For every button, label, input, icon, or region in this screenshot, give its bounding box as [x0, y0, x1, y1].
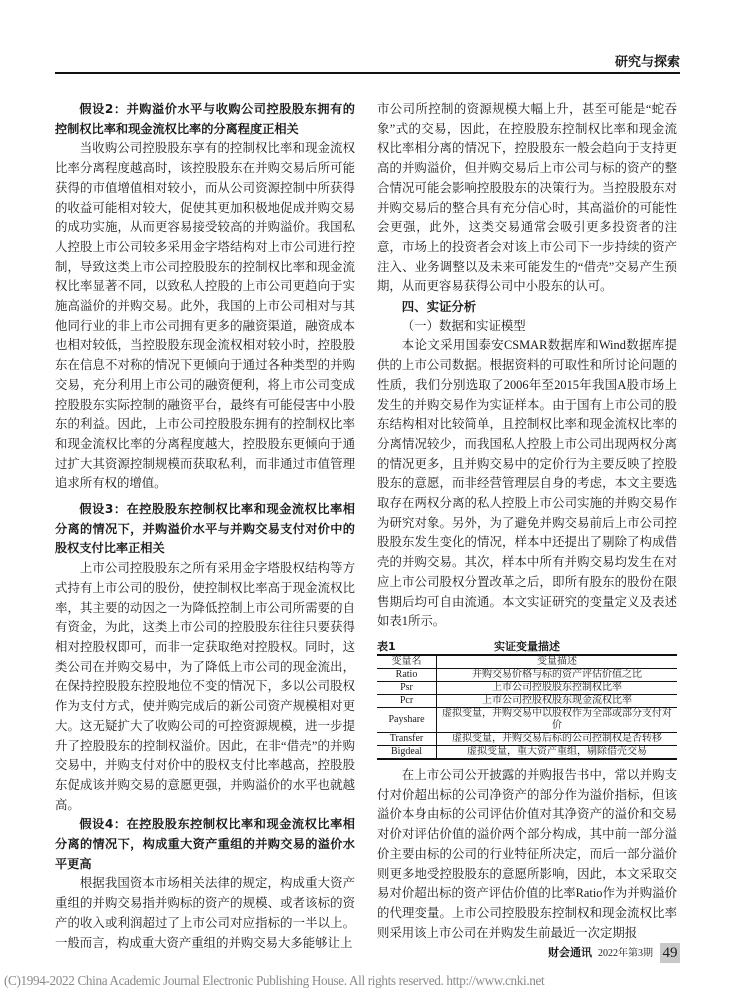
table-row	[377, 745, 677, 759]
table-row	[377, 694, 677, 707]
hypothesis-2-heading: 假设2：并购溢价水平与收购公司控股股东拥有的控制权比率和现金流权比率的分离程度正相关	[55, 102, 355, 136]
table-title: 实证变量描述	[494, 639, 560, 653]
section-label: 研究与探索	[614, 55, 680, 70]
table-row	[377, 681, 677, 694]
variable-description: 虚拟变量，并购交易后标的公司控制权是否转移	[437, 732, 678, 745]
section-heading: 四、实证分析	[401, 299, 477, 315]
paragraph: 上市公司控股股东之所有采用金字塔股权结构等方式持有上市公司的股份，使控制权比率高于现金流权比率，其主要的动因之一为降低控制上市公司所需要的自有资金，为此，这类上市公司的控股股东往往只要获得相对控股权即可，而非一定获取绝对控股权。同时，这类公司在并购交易中，为了降低上市公司的现金流出，在保持控股股东控股地位不变的情况下，多以公司股权作为支付方式，使并购完成后的新公司资产规模相对更大。这无疑扩大了收购公司的可控资源规模，进一步提升了控股股东的控制权溢价。因此，在非“借壳”的并购交易中，并购支付对价中的股权支付比率越高，控股股东促成该并购交易的意愿更强，并购溢价的水平也就越高。	[55, 561, 355, 812]
journal-footer	[548, 946, 653, 961]
variable-table	[377, 654, 677, 760]
variable-description: 上市公司控股股东控制权比率	[437, 681, 678, 694]
paragraph: 根据我国资本市场相关法律的规定，构成重大资产重组的并购交易指并购标的资产的规模、或者该标的资产的收入或利润超过了上市公司对应指标的一半以上。一般而言，构成重大资产重组的并购交易大多能够让上	[55, 876, 355, 950]
table-row	[377, 668, 677, 681]
table-header-row	[377, 655, 677, 669]
variable-name: Ratio	[377, 668, 437, 681]
paragraph: 本论文采用国泰安CSMAR数据库和Wind数据库提供的上市公司数据。根据资料的可取性和所讨论问题的性质，我们分别选取了2006年至2015年我国A股市场上发生的并购交易作为实证样本。由于国有上市公司的股东结构相对比较简单，且控制权比率和现金流权比率的分离情况较少，而我国私人控股上市公司出现两权分离的情况更多，且并购交易中的定价行为主要反映了控股股东的意愿，而非经营管理层自身的考虑，本文主要选取存在两权分离的私人控股上市公司实施的并购交易作为研究对象。另外，为了避免并购交易前后上市公司控股股东发生变化的情况，样本中还提出了剔除了构成借壳的并购交易。其次，样本中所有并购交易均发生在对应上市公司股权分置改革之后，即所有股东的股份在限售期后均可自由流通。本文实证研究的变量定义及表述如表1所示。	[377, 338, 677, 629]
variable-name: Psr	[377, 681, 437, 694]
copyright-notice: (C)1994-2022 China Academic Journal Electronic Publishing House. All rights reserved. http://www.cnki.net	[4, 973, 545, 988]
running-head	[55, 56, 680, 74]
variable-description: 虚拟变量，重大资产重组，剔除借壳交易	[437, 745, 678, 759]
variable-name: Bigdeal	[377, 745, 437, 759]
variable-description: 上市公司控股权股东现金流权比率	[437, 694, 678, 707]
table-number: 表1	[377, 639, 396, 653]
right-column	[377, 100, 677, 943]
page-number: 49	[660, 943, 680, 963]
header-cell: 变量描述	[437, 655, 678, 669]
hypothesis-3-heading: 假设3：在控股股东控制权比率和现金流权比率相分离的情况下，并购溢价水平与并购交易支付对价中的股权支付比率正相关	[55, 502, 355, 556]
variable-description: 并购交易价格与标的资产评估价值之比	[437, 668, 678, 681]
variable-name: Pcr	[377, 694, 437, 707]
paragraph: 当收购公司控股股东享有的控制权比率和现金流权比率分离程度越高时，该控股股东在并购交易后所可能获得的市值增值相对较小，而从公司资源控制中所获得的收益可能相对较大，促使其更加积极地促成并购交易的成功实施，从而更容易接受较高的并购溢价。我国私人控股上市公司较多采用金字塔结构对上市公司进行控制，导致这类上市公司控股股东的控制权比率和现金流权比率显著不同，以致私人控股的上市公司更趋向于实施高溢价的并购交易。此外，我国的上市公司相对与其他同行业的非上市公司拥有更多的融资渠道，融资成本也相对较低，当控股股东现金流权相对较小时，控股股东在信息不对称的情况下更倾向于通过各种类型的并购交易，充分利用上市公司的融资便利，将上市公司变成控股股东实际控制的融资平台，最终有可能侵害中小股东的利益。因此，上市公司控股股东拥有的控制权比率和现金流权比率的分离程度越大，控股股东更倾向于通过扩大其资源控制规模而获取私利，而非通过市值管理追求所有权的增值。	[55, 141, 355, 491]
table-row	[377, 707, 677, 732]
table-row	[377, 732, 677, 745]
variable-name: Payshare	[377, 707, 437, 732]
issue-label: 2022年第3期	[598, 948, 653, 959]
hypothesis-4-heading: 假设4：在控股股东控制权比率和现金流权比率相分离的情况下，构成重大资产重组的并购交易的溢价水平更高	[55, 817, 355, 871]
header-cell: 变量名	[377, 655, 437, 669]
table-1	[377, 640, 677, 760]
paragraph: 在上市公司公开披露的并购报告书中，常以并购支付对价超出标的公司净资产的部分作为溢价指标，但该溢价本身由标的公司评估价值对其净资产的溢价和交易对价对评估价值的溢价两个部分构成，其中前一部分溢价主要由标的公司的行业特征所决定，而后一部分溢价则更多地受控股股东的意愿所影响，因此，本文采取交易对价超出标的资产评估价值的比率Ratio作为并购溢价的代理变量。上市公司控股股东控制权和现金流权比率则采用该上市公司在并购发生前最近一次定期报	[377, 767, 677, 940]
journal-name: 财会通讯	[548, 947, 592, 959]
left-column	[55, 100, 355, 953]
table-caption	[377, 640, 677, 654]
variable-description: 虚拟变量，并购交易中以股权作为全部或部分支付对价	[437, 707, 678, 732]
variable-name: Transfer	[377, 732, 437, 745]
subsection-heading: （一）数据和实证模型	[401, 318, 526, 333]
paragraph: 市公司所控制的资源规模大幅上升，甚至可能是“蛇吞象”式的交易，因此，在控股股东控制权比率和现金流权比率相分离的情况下，控股股东一般会趋向于支持更高的并购溢价，但并购交易后上市公司与标的资产的整合情况可能会影响控股股东的决策行为。当控股股东对并购交易后的整合具有充分信心时，其高溢价的可能性会更强，此外，这类交易通常会吸引更多投资者的注意，市场上的投资者会对该上市公司下一步持续的资产注入、业务调整以及未来可能发生的“借壳”交易产生预期，从而更容易获得公司中小股东的认可。	[377, 102, 677, 294]
